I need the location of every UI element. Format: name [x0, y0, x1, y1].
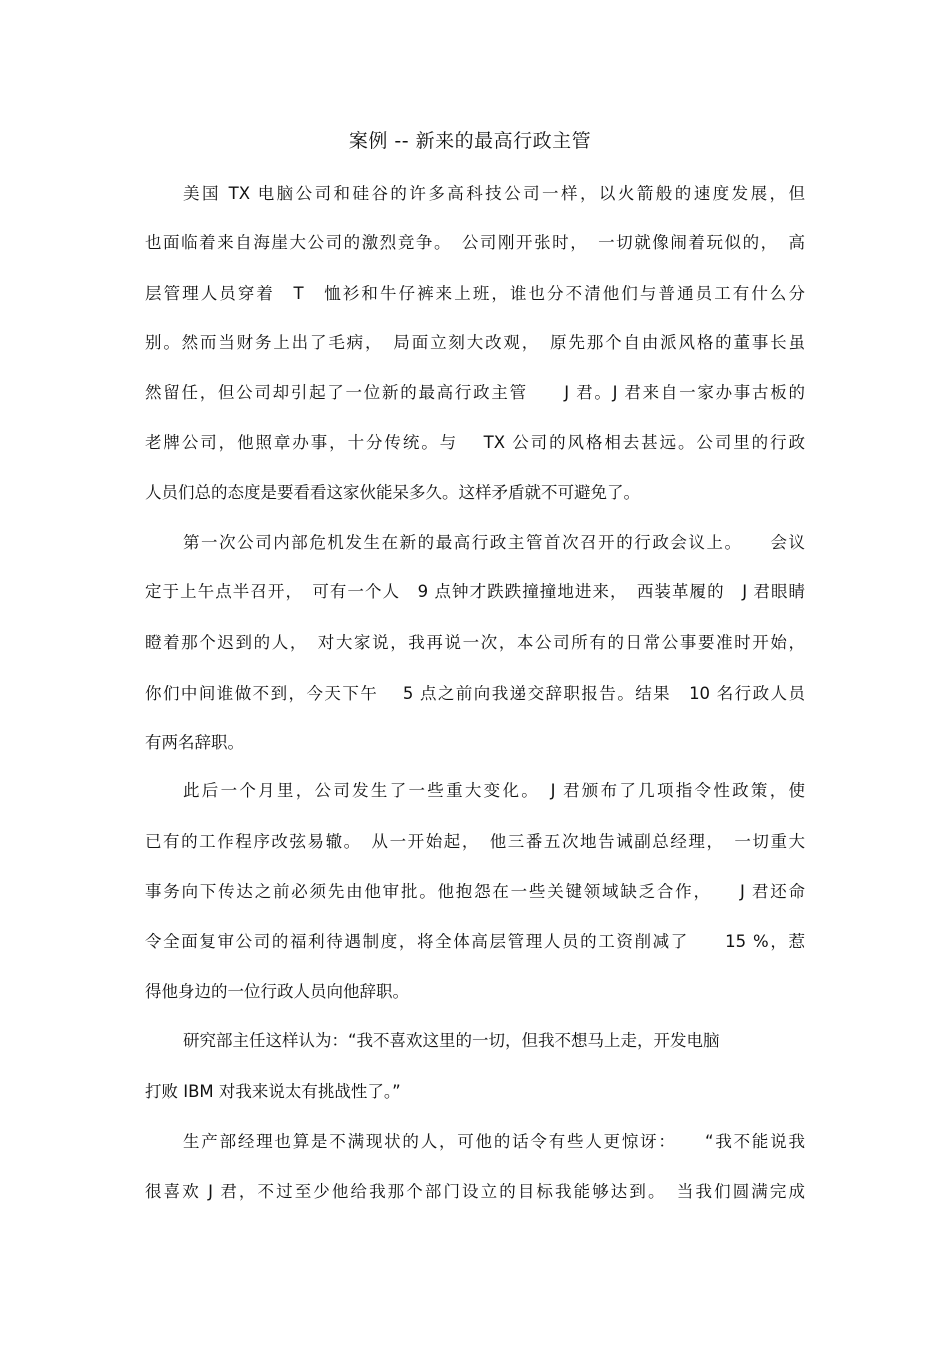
- paragraph-line: 别。然而当财务上出了毛病， 局面立刻大改观， 原先那个自由派风格的董事长虽: [145, 333, 805, 352]
- paragraph-line: 定于上午点半召开， 可有一个人 9 点钟才跌跌撞撞地进来， 西装革履的 J 君眼睛: [145, 582, 805, 601]
- paragraph-line: 美国 TX 电脑公司和硅谷的许多高科技公司一样，以火箭般的速度发展，但: [183, 184, 805, 203]
- paragraph-line: 层管理人员穿着 T 恤衫和牛仔裤来上班，谁也分不清他们与普通员工有什么分: [145, 284, 805, 303]
- page-title: 案例 -- 新来的最高行政主管: [348, 130, 592, 152]
- paragraph-line: 生产部经理也算是不满现状的人，可他的话令有些人更惊讶： “我不能说我: [183, 1132, 805, 1151]
- paragraph-line: 也面临着来自海崖大公司的激烈竞争。 公司刚开张时， 一切就像闹着玩似的， 高: [145, 233, 805, 252]
- paragraph-line: 老牌公司，他照章办事，十分传统。与 TX 公司的风格相去甚远。公司里的行政: [145, 433, 805, 452]
- paragraph-line: 瞪着那个迟到的人， 对大家说，我再说一次，本公司所有的日常公事要准时开始，: [145, 633, 805, 652]
- paragraph-line: 你们中间谁做不到，今天下午 5 点之前向我递交辞职报告。结果 10 名行政人员: [145, 684, 805, 703]
- paragraph-line: 打败 IBM 对我来说太有挑战性了。”: [145, 1082, 401, 1101]
- paragraph-line: 已有的工作程序改弦易辙。 从一开始起， 他三番五次地告诫副总经理， 一切重大: [145, 832, 805, 851]
- paragraph-line: 研究部主任这样认为：“我不喜欢这里的一切，但我不想马上走，开发电脑: [183, 1031, 720, 1050]
- paragraph-line: 很喜欢 J 君，不过至少他给我那个部门设立的目标我能够达到。 当我们圆满完成: [145, 1182, 805, 1201]
- paragraph-line: 得他身边的一位行政人员向他辞职。: [145, 982, 409, 1001]
- paragraph-line: 此后一个月里，公司发生了一些重大变化。 J 君颁布了几项指令性政策，使: [183, 781, 805, 800]
- paragraph-line: 然留任，但公司却引起了一位新的最高行政主管 J 君。J 君来自一家办事古板的: [145, 383, 805, 402]
- paragraph-line: 令全面复审公司的福利待遇制度，将全体高层管理人员的工资削减了 15 %，惹: [145, 932, 805, 951]
- paragraph-line: 有两名辞职。: [145, 733, 244, 752]
- paragraph-line: 第一次公司内部危机发生在新的最高行政主管首次召开的行政会议上。 会议: [183, 533, 805, 552]
- paragraph-line: 人员们总的态度是要看看这家伙能呆多久。这样矛盾就不可避免了。: [145, 483, 640, 502]
- paragraph-line: 事务向下传达之前必须先由他审批。他抱怨在一些关键领域缺乏合作， J 君还命: [145, 882, 805, 901]
